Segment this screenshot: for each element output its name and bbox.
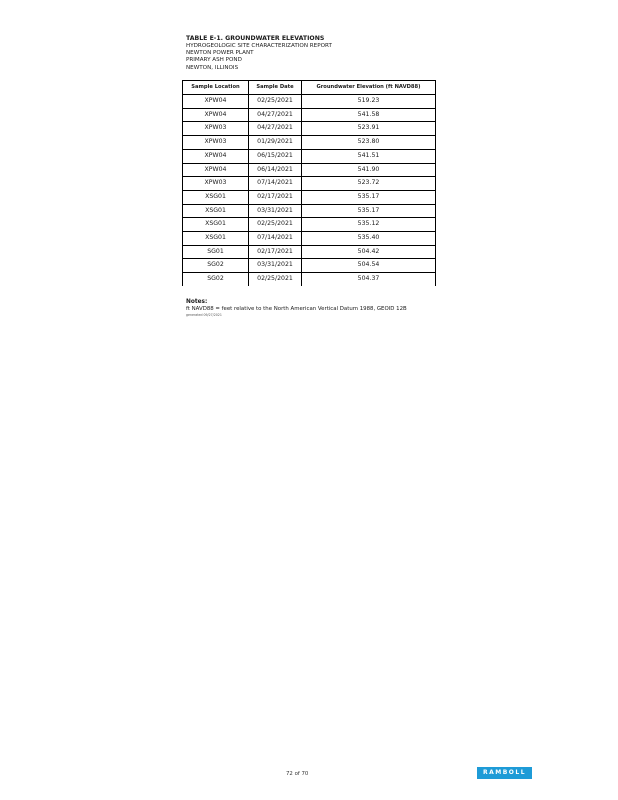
cell-sample-location: XSG01 (183, 232, 249, 246)
cell-sample-location: XPW03 (183, 122, 249, 136)
cell-sample-date: 04/27/2021 (249, 122, 302, 136)
cell-groundwater-elevation: 541.51 (302, 149, 436, 163)
table-row (183, 163, 436, 177)
cell-groundwater-elevation: 535.12 (302, 218, 436, 232)
cell-sample-location: SG02 (183, 259, 249, 273)
cell-sample-date: 04/27/2021 (249, 108, 302, 122)
cell-sample-location: XPW03 (183, 136, 249, 150)
cell-sample-date: 03/31/2021 (249, 259, 302, 273)
notes-generated: generated 09/27/2021 (186, 313, 222, 317)
cell-groundwater-elevation: 523.91 (302, 122, 436, 136)
cell-groundwater-elevation: 504.54 (302, 259, 436, 273)
cell-sample-date: 02/17/2021 (249, 190, 302, 204)
cell-groundwater-elevation: 535.40 (302, 232, 436, 246)
cell-sample-date: 06/15/2021 (249, 149, 302, 163)
cell-sample-location: XPW04 (183, 108, 249, 122)
notes-line: ft NAVD88 = feet relative to the North American Vertical Datum 1988, GEOID 12B (186, 306, 407, 312)
table-row (183, 149, 436, 163)
groundwater-elevations-table (182, 80, 436, 286)
table-row (183, 204, 436, 218)
column-header-groundwater-elevation: Groundwater Elevation (ft NAVD88) (302, 81, 436, 95)
notes-title: Notes: (186, 299, 208, 305)
cell-groundwater-elevation: 541.90 (302, 163, 436, 177)
cell-sample-location: XPW04 (183, 163, 249, 177)
cell-sample-date: 07/14/2021 (249, 177, 302, 191)
cell-sample-location: XPW04 (183, 149, 249, 163)
cell-groundwater-elevation: 535.17 (302, 190, 436, 204)
cell-groundwater-elevation: 504.37 (302, 273, 436, 286)
table-row (183, 108, 436, 122)
header-line-1: HYDROGEOLOGIC SITE CHARACTERIZATION REPORT (186, 42, 332, 49)
table-row (183, 190, 436, 204)
table-row (183, 95, 436, 109)
column-header-sample-location: Sample Location (183, 81, 249, 95)
cell-sample-date: 03/31/2021 (249, 204, 302, 218)
cell-sample-date: 02/25/2021 (249, 273, 302, 286)
table-title: TABLE E-1. GROUNDWATER ELEVATIONS (186, 35, 325, 42)
header-line-4: NEWTON, ILLINOIS (186, 64, 239, 71)
cell-groundwater-elevation: 519.23 (302, 95, 436, 109)
table-row (183, 177, 436, 191)
header-line-2: NEWTON POWER PLANT (186, 50, 254, 56)
table-row (183, 245, 436, 259)
notes-section (186, 299, 436, 318)
cell-groundwater-elevation: 523.72 (302, 177, 436, 191)
cell-groundwater-elevation: 541.58 (302, 108, 436, 122)
cell-groundwater-elevation: 535.17 (302, 204, 436, 218)
column-header-sample-date: Sample Date (249, 81, 302, 95)
table-row (183, 122, 436, 136)
cell-sample-date: 06/14/2021 (249, 163, 302, 177)
cell-groundwater-elevation: 504.42 (302, 245, 436, 259)
table-header-row (183, 81, 436, 95)
table-row (183, 136, 436, 150)
table-row (183, 273, 436, 286)
cell-sample-location: XSG01 (183, 218, 249, 232)
cell-sample-location: XPW03 (183, 177, 249, 191)
cell-sample-date: 02/25/2021 (249, 218, 302, 232)
header-line-3: PRIMARY ASH POND (186, 57, 242, 64)
cell-sample-location: SG01 (183, 245, 249, 259)
cell-sample-date: 02/17/2021 (249, 245, 302, 259)
table-row (183, 218, 436, 232)
ramboll-logo: RAMBOLL (477, 767, 532, 779)
cell-groundwater-elevation: 523.80 (302, 136, 436, 150)
cell-sample-location: XSG01 (183, 190, 249, 204)
cell-sample-date: 02/25/2021 (249, 95, 302, 109)
cell-sample-location: XSG01 (183, 204, 249, 218)
cell-sample-location: SG02 (183, 273, 249, 286)
cell-sample-date: 01/29/2021 (249, 136, 302, 150)
table-row (183, 259, 436, 273)
cell-sample-date: 07/14/2021 (249, 232, 302, 246)
page-number: 72 of 70 (286, 771, 309, 777)
cell-sample-location: XPW04 (183, 95, 249, 109)
table-header (186, 35, 446, 72)
table-row (183, 232, 436, 246)
